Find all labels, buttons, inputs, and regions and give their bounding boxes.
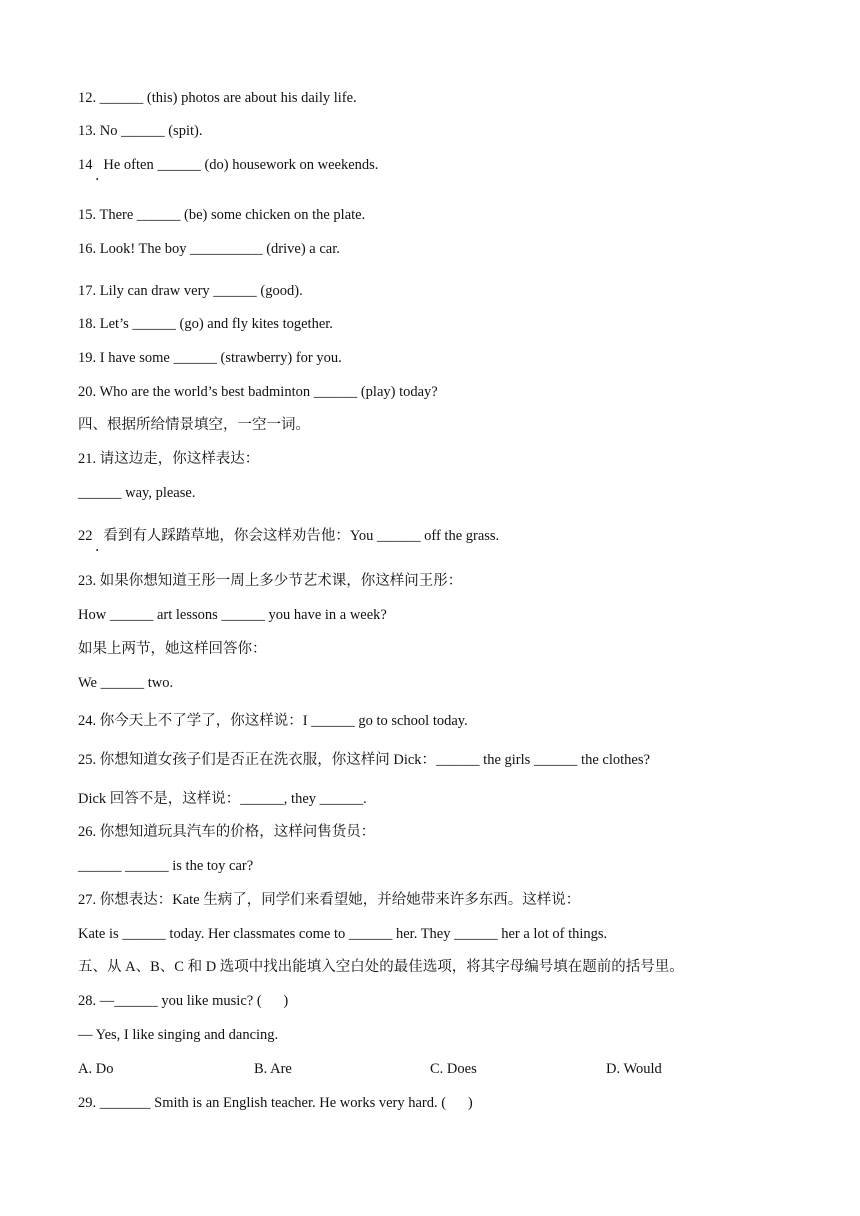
question-28-option-b: B. Are — [254, 1061, 292, 1077]
question-19: 19. I have some ______ (strawberry) for you. — [78, 350, 342, 366]
question-28-option-a: A. Do — [78, 1061, 114, 1077]
question-28: 28. —______ you like music? ( ) — [78, 993, 289, 1009]
question-23: 23. 如果你想知道王彤一周上多少节艺术课，你这样问王彤： — [78, 573, 463, 589]
question-14: 14 He often ______ (do) housework on weekends. — [78, 157, 379, 173]
question-29: 29. _______ Smith is an English teacher. He works very hard. ( ) — [78, 1095, 473, 1111]
question-18: 18. Let’s ______ (go) and fly kites together. — [78, 316, 333, 332]
question-22: 22 看到有人踩踏草地，你会这样劝告他：You ______ off the grass. — [78, 528, 500, 544]
question-28-reply: — Yes, I like singing and dancing. — [78, 1027, 279, 1043]
question-26-answer-line: ______ ______ is the toy car? — [78, 858, 254, 874]
question-23-answer-line: We ______ two. — [78, 675, 174, 691]
question-23-question-line: How ______ art lessons ______ you have in a week? — [78, 607, 387, 623]
question-21: 21. 请这边走，你这样表达： — [78, 451, 260, 467]
question-23-prompt-2: 如果上两节，她这样回答你： — [78, 641, 267, 657]
question-22-dot: ． — [95, 540, 109, 555]
question-26: 26. 你想知道玩具汽车的价格，这样问售货员： — [78, 824, 376, 840]
question-27-answer-line: Kate is ______ today. Her classmates come to ______ her. They ______ her a lot of things. — [78, 926, 608, 942]
question-20: 20. Who are the world’s best badminton ______ (play) today? — [78, 384, 438, 400]
question-21-answer-line: ______ way, please. — [78, 485, 196, 501]
question-12: 12. ______ (this) photos are about his daily life. — [78, 90, 357, 106]
section-5-heading: 五、从 A、B、C 和 D 选项中找出能填入空白处的最佳选项，将其字母编号填在题前的括号里。 — [78, 959, 684, 975]
question-15: 15. There ______ (be) some chicken on the plate. — [78, 207, 366, 223]
question-27: 27. 你想表达：Kate 生病了，同学们来看望她，并给她带来许多东西。这样说： — [78, 892, 581, 908]
question-17: 17. Lily can draw very ______ (good). — [78, 283, 303, 299]
question-25-answer-line: Dick 回答不是，这样说：______, they ______. — [78, 791, 367, 807]
question-16: 16. Look! The boy __________ (drive) a car. — [78, 241, 340, 257]
section-4-heading: 四、根据所给情景填空，一空一词。 — [78, 417, 310, 433]
question-14-dot: ． — [95, 169, 109, 184]
question-28-option-d: D. Would — [606, 1061, 662, 1077]
question-28-option-c: C. Does — [430, 1061, 477, 1077]
question-13: 13. No ______ (spit). — [78, 123, 203, 139]
question-24: 24. 你今天上不了学了，你这样说：I ______ go to school today. — [78, 713, 468, 729]
question-25: 25. 你想知道女孩子们是否正在洗衣服，你这样问 Dick：______ the girls ______ the clothes? — [78, 752, 650, 768]
